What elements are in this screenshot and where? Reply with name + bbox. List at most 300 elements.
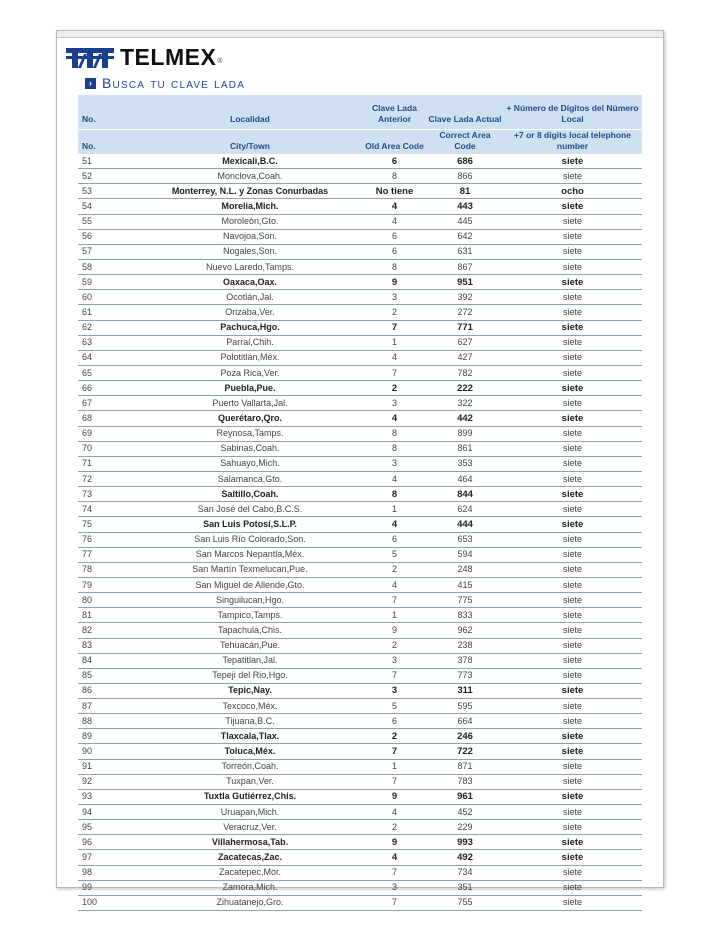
table-row [78, 350, 642, 365]
table-row [78, 714, 642, 729]
cell-new-code: 642 [427, 229, 503, 244]
cell-city: Zacatepec,Mor. [138, 865, 362, 880]
cell-new-code: 81 [427, 184, 503, 199]
cell-new-code: 755 [427, 895, 503, 910]
cell-new-code: 595 [427, 699, 503, 714]
cell-city: Uruapan,Mich. [138, 805, 362, 820]
table-row [78, 487, 642, 502]
section-title [85, 75, 245, 91]
cell-old-code: 9 [362, 623, 427, 638]
table-row [78, 683, 642, 698]
cell-digits: siete [503, 214, 642, 229]
cell-new-code: 443 [427, 199, 503, 214]
cell-new-code: 442 [427, 411, 503, 426]
table-row [78, 895, 642, 910]
cell-new-code: 899 [427, 426, 503, 441]
cell-no: 52 [78, 169, 138, 184]
cell-new-code: 844 [427, 487, 503, 502]
cell-no: 77 [78, 547, 138, 562]
cell-city: San Luis Río Colorado,Son. [138, 532, 362, 547]
table-row [78, 381, 642, 396]
cell-city: Singuilucan,Hgo. [138, 593, 362, 608]
cell-digits: siete [503, 820, 642, 835]
cell-city: Tuxpan,Ver. [138, 774, 362, 789]
cell-digits: siete [503, 365, 642, 380]
cell-digits: siete [503, 835, 642, 850]
cell-old-code: 8 [362, 259, 427, 274]
cell-old-code: 4 [362, 517, 427, 532]
cell-old-code: 5 [362, 547, 427, 562]
cell-no: 99 [78, 880, 138, 895]
cell-new-code: 246 [427, 729, 503, 744]
table-row [78, 835, 642, 850]
cell-no: 74 [78, 502, 138, 517]
cell-city: San José del Cabo,B.C.S. [138, 502, 362, 517]
cell-city: Texcoco,Méx. [138, 699, 362, 714]
cell-old-code: 5 [362, 699, 427, 714]
cell-old-code: 3 [362, 653, 427, 668]
cell-city: Oaxaca,Oax. [138, 275, 362, 290]
table-row [78, 471, 642, 486]
cell-no: 91 [78, 759, 138, 774]
cell-city: Morelia,Mich. [138, 199, 362, 214]
header-digits-en: +7 or 8 digits local telephone number [503, 130, 642, 155]
cell-old-code: 4 [362, 471, 427, 486]
cell-digits: siete [503, 895, 642, 910]
cell-old-code: 3 [362, 396, 427, 411]
table-row [78, 290, 642, 305]
cell-new-code: 415 [427, 577, 503, 592]
cell-no: 69 [78, 426, 138, 441]
header-old-code-en: Old Area Code [362, 130, 427, 155]
cell-new-code: 951 [427, 275, 503, 290]
cell-new-code: 272 [427, 305, 503, 320]
cell-old-code: 6 [362, 154, 427, 169]
cell-new-code: 445 [427, 214, 503, 229]
table-row [78, 820, 642, 835]
cell-no: 82 [78, 623, 138, 638]
cell-no: 53 [78, 184, 138, 199]
cell-city: Sahuayo,Mich. [138, 456, 362, 471]
cell-city: Tehuacán,Pue. [138, 638, 362, 653]
cell-no: 97 [78, 850, 138, 865]
cell-no: 96 [78, 835, 138, 850]
cell-digits: siete [503, 562, 642, 577]
cell-city: Pachuca,Hgo. [138, 320, 362, 335]
section-title-text: Busca tu clave lada [102, 75, 246, 91]
logo-wordmark: TELMEX [120, 44, 217, 70]
cell-new-code: 452 [427, 805, 503, 820]
cell-old-code: 2 [362, 820, 427, 835]
cell-city: Tepatitlan,Jal. [138, 653, 362, 668]
cell-no: 60 [78, 290, 138, 305]
cell-new-code: 734 [427, 865, 503, 880]
cell-old-code: 7 [362, 320, 427, 335]
header-digits: + Número de Dígitos del Número Local [503, 95, 642, 130]
cell-old-code: 9 [362, 835, 427, 850]
cell-city: Nogales,Son. [138, 244, 362, 259]
cell-digits: siete [503, 699, 642, 714]
telmex-logo [66, 44, 222, 70]
cell-new-code: 392 [427, 290, 503, 305]
table-row [78, 502, 642, 517]
cell-old-code: 1 [362, 759, 427, 774]
cell-city: Ocotlán,Jal. [138, 290, 362, 305]
cell-old-code: 2 [362, 381, 427, 396]
cell-digits: siete [503, 653, 642, 668]
cell-digits: siete [503, 471, 642, 486]
cell-old-code: 1 [362, 502, 427, 517]
table-row [78, 805, 642, 820]
cell-city: Polotitlán,Méx. [138, 350, 362, 365]
cell-new-code: 624 [427, 502, 503, 517]
cell-new-code: 464 [427, 471, 503, 486]
cell-city: Tepic,Nay. [138, 683, 362, 698]
cell-digits: siete [503, 683, 642, 698]
cell-no: 79 [78, 577, 138, 592]
cell-old-code: 4 [362, 850, 427, 865]
cell-old-code: No tiene [362, 184, 427, 199]
header-city: Localidad [138, 95, 362, 130]
cell-new-code: 783 [427, 774, 503, 789]
cell-city: Monterrey, N.L. y Zonas Conurbadas [138, 184, 362, 199]
cell-digits: siete [503, 880, 642, 895]
cell-new-code: 664 [427, 714, 503, 729]
cell-digits: siete [503, 805, 642, 820]
cell-no: 100 [78, 895, 138, 910]
table-row [78, 517, 642, 532]
cell-old-code: 3 [362, 683, 427, 698]
cell-old-code: 6 [362, 532, 427, 547]
cell-digits: siete [503, 441, 642, 456]
cell-old-code: 2 [362, 562, 427, 577]
table-row [78, 169, 642, 184]
cell-old-code: 4 [362, 577, 427, 592]
cell-digits: siete [503, 411, 642, 426]
cell-city: Toluca,Méx. [138, 744, 362, 759]
cell-city: Tlaxcala,Tlax. [138, 729, 362, 744]
cell-new-code: 353 [427, 456, 503, 471]
cell-old-code: 4 [362, 805, 427, 820]
cell-digits: siete [503, 517, 642, 532]
table-row [78, 199, 642, 214]
cell-city: Zacatecas,Zac. [138, 850, 362, 865]
cell-new-code: 492 [427, 850, 503, 865]
cell-digits: siete [503, 244, 642, 259]
table-row [78, 335, 642, 350]
registered-mark: ® [217, 57, 223, 65]
cell-no: 95 [78, 820, 138, 835]
cell-city: Poza Rica,Ver. [138, 365, 362, 380]
cell-new-code: 594 [427, 547, 503, 562]
cell-no: 90 [78, 744, 138, 759]
cell-digits: siete [503, 744, 642, 759]
cell-no: 67 [78, 396, 138, 411]
header-no-en: No. [78, 130, 138, 155]
cell-no: 89 [78, 729, 138, 744]
cell-new-code: 773 [427, 668, 503, 683]
cell-digits: siete [503, 350, 642, 365]
table-row [78, 532, 642, 547]
header-no: No. [78, 95, 138, 130]
cell-digits: siete [503, 729, 642, 744]
cell-city: Tijuana,B.C. [138, 714, 362, 729]
cell-new-code: 444 [427, 517, 503, 532]
cell-digits: siete [503, 456, 642, 471]
cell-no: 76 [78, 532, 138, 547]
cell-old-code: 3 [362, 456, 427, 471]
cell-digits: siete [503, 623, 642, 638]
cell-city: Puerto Vallarta,Jal. [138, 396, 362, 411]
cell-new-code: 238 [427, 638, 503, 653]
cell-new-code: 961 [427, 789, 503, 804]
cell-city: Torreón,Coah. [138, 759, 362, 774]
table-row [78, 623, 642, 638]
cell-new-code: 771 [427, 320, 503, 335]
header-old-code: Clave Lada Anterior [362, 95, 427, 130]
table-row [78, 411, 642, 426]
cell-digits: siete [503, 577, 642, 592]
cell-no: 83 [78, 638, 138, 653]
cell-old-code: 3 [362, 290, 427, 305]
table-row [78, 441, 642, 456]
table-row [78, 259, 642, 274]
cell-city: Moroleón,Gto. [138, 214, 362, 229]
cell-old-code: 4 [362, 411, 427, 426]
cell-old-code: 4 [362, 214, 427, 229]
cell-old-code: 6 [362, 244, 427, 259]
cell-old-code: 8 [362, 487, 427, 502]
cell-digits: siete [503, 850, 642, 865]
table-row [78, 744, 642, 759]
table-row [78, 456, 642, 471]
cell-city: Villahermosa,Tab. [138, 835, 362, 850]
cell-old-code: 1 [362, 335, 427, 350]
cell-new-code: 627 [427, 335, 503, 350]
table-row [78, 244, 642, 259]
table-body [78, 154, 642, 911]
table-row [78, 547, 642, 562]
cell-digits: siete [503, 290, 642, 305]
cell-no: 73 [78, 487, 138, 502]
cell-no: 54 [78, 199, 138, 214]
table-row [78, 638, 642, 653]
header-new-code-en: Correct Area Code [427, 130, 503, 155]
cell-digits: siete [503, 199, 642, 214]
cell-no: 62 [78, 320, 138, 335]
cell-city: Sabinas,Coah. [138, 441, 362, 456]
cell-old-code: 7 [362, 895, 427, 910]
cell-no: 87 [78, 699, 138, 714]
cell-no: 64 [78, 350, 138, 365]
table-row [78, 320, 642, 335]
table-row [78, 154, 642, 169]
cell-old-code: 2 [362, 638, 427, 653]
cell-old-code: 3 [362, 880, 427, 895]
cell-city: Reynosa,Tamps. [138, 426, 362, 441]
table-row [78, 577, 642, 592]
cell-new-code: 248 [427, 562, 503, 577]
cell-new-code: 311 [427, 683, 503, 698]
table-row [78, 880, 642, 895]
cell-city: Querétaro,Qro. [138, 411, 362, 426]
cell-digits: siete [503, 593, 642, 608]
cell-new-code: 775 [427, 593, 503, 608]
cell-old-code: 9 [362, 789, 427, 804]
cell-old-code: 2 [362, 729, 427, 744]
cell-no: 94 [78, 805, 138, 820]
cell-city: San Miguel de Allende,Gto. [138, 577, 362, 592]
cell-no: 55 [78, 214, 138, 229]
table-row [78, 365, 642, 380]
cell-no: 65 [78, 365, 138, 380]
cell-digits: siete [503, 789, 642, 804]
cell-no: 51 [78, 154, 138, 169]
cell-no: 93 [78, 789, 138, 804]
cell-digits: siete [503, 229, 642, 244]
cell-digits: siete [503, 154, 642, 169]
cell-digits: siete [503, 275, 642, 290]
cell-no: 57 [78, 244, 138, 259]
document-frame [56, 30, 664, 908]
cell-old-code: 7 [362, 593, 427, 608]
cell-no: 70 [78, 441, 138, 456]
cell-old-code: 7 [362, 744, 427, 759]
cell-digits: siete [503, 865, 642, 880]
table-row [78, 789, 642, 804]
cell-city: Parral,Chih. [138, 335, 362, 350]
table-row [78, 305, 642, 320]
cell-digits: siete [503, 502, 642, 517]
cell-city: Zihuatanejo,Gro. [138, 895, 362, 910]
header-row-spanish [78, 95, 642, 130]
cell-old-code: 6 [362, 229, 427, 244]
cell-digits: siete [503, 320, 642, 335]
cell-no: 84 [78, 653, 138, 668]
cell-city: Salamanca,Gto. [138, 471, 362, 486]
cell-city: Tapachula,Chis. [138, 623, 362, 638]
cell-digits: siete [503, 396, 642, 411]
header-row-english [78, 130, 642, 155]
cell-city: Navojoa,Son. [138, 229, 362, 244]
cell-no: 92 [78, 774, 138, 789]
table-row [78, 653, 642, 668]
table-row [78, 759, 642, 774]
cell-old-code: 8 [362, 441, 427, 456]
cell-digits: siete [503, 305, 642, 320]
table-row [78, 184, 642, 199]
cell-digits: siete [503, 381, 642, 396]
header-new-code: Clave Lada Actual [427, 95, 503, 130]
cell-new-code: 871 [427, 759, 503, 774]
cell-no: 61 [78, 305, 138, 320]
table-row [78, 214, 642, 229]
cell-no: 72 [78, 471, 138, 486]
frame-top-bar [57, 31, 663, 38]
arrow-right-icon: › [85, 78, 96, 89]
cell-old-code: 7 [362, 365, 427, 380]
cell-city: Mexicali,B.C. [138, 154, 362, 169]
table-row [78, 668, 642, 683]
cell-new-code: 993 [427, 835, 503, 850]
header-city-en: City/Town [138, 130, 362, 155]
cell-no: 98 [78, 865, 138, 880]
cell-new-code: 962 [427, 623, 503, 638]
cell-no: 88 [78, 714, 138, 729]
cell-digits: siete [503, 169, 642, 184]
table-row [78, 275, 642, 290]
cell-old-code: 6 [362, 714, 427, 729]
table-row [78, 426, 642, 441]
cell-no: 63 [78, 335, 138, 350]
cell-old-code: 8 [362, 426, 427, 441]
cell-new-code: 653 [427, 532, 503, 547]
cell-no: 71 [78, 456, 138, 471]
cell-new-code: 427 [427, 350, 503, 365]
cell-city: Puebla,Pue. [138, 381, 362, 396]
cell-new-code: 782 [427, 365, 503, 380]
cell-digits: ocho [503, 184, 642, 199]
cell-city: Nuevo Laredo,Tamps. [138, 259, 362, 274]
cell-digits: siete [503, 426, 642, 441]
cell-no: 58 [78, 259, 138, 274]
cell-city: San Marcos Nepantla,Méx. [138, 547, 362, 562]
cell-old-code: 7 [362, 774, 427, 789]
cell-city: Tuxtla Gutiérrez,Chis. [138, 789, 362, 804]
cell-city: Veracruz,Ver. [138, 820, 362, 835]
table-row [78, 229, 642, 244]
cell-city: San Martín Texmelucan,Pue. [138, 562, 362, 577]
cell-no: 68 [78, 411, 138, 426]
cell-old-code: 7 [362, 668, 427, 683]
cell-new-code: 378 [427, 653, 503, 668]
cell-new-code: 222 [427, 381, 503, 396]
area-code-table [78, 95, 642, 911]
cell-digits: siete [503, 547, 642, 562]
cell-old-code: 2 [362, 305, 427, 320]
cell-new-code: 631 [427, 244, 503, 259]
cell-old-code: 1 [362, 608, 427, 623]
table-row [78, 729, 642, 744]
cell-no: 80 [78, 593, 138, 608]
telmex-logo-icon [66, 45, 116, 69]
cell-old-code: 4 [362, 350, 427, 365]
cell-old-code: 8 [362, 169, 427, 184]
cell-digits: siete [503, 668, 642, 683]
cell-city: Tampico,Tamps. [138, 608, 362, 623]
table-row [78, 608, 642, 623]
cell-new-code: 322 [427, 396, 503, 411]
cell-digits: siete [503, 532, 642, 547]
cell-new-code: 867 [427, 259, 503, 274]
cell-digits: siete [503, 608, 642, 623]
cell-no: 75 [78, 517, 138, 532]
cell-new-code: 861 [427, 441, 503, 456]
cell-digits: siete [503, 638, 642, 653]
cell-no: 81 [78, 608, 138, 623]
cell-city: Saltillo,Coah. [138, 487, 362, 502]
cell-city: Tepeji del Rio,Hgo. [138, 668, 362, 683]
cell-no: 78 [78, 562, 138, 577]
cell-new-code: 833 [427, 608, 503, 623]
table-row [78, 562, 642, 577]
cell-digits: siete [503, 335, 642, 350]
cell-digits: siete [503, 487, 642, 502]
cell-digits: siete [503, 759, 642, 774]
cell-city: Monclova,Coah. [138, 169, 362, 184]
cell-digits: siete [503, 774, 642, 789]
cell-no: 86 [78, 683, 138, 698]
